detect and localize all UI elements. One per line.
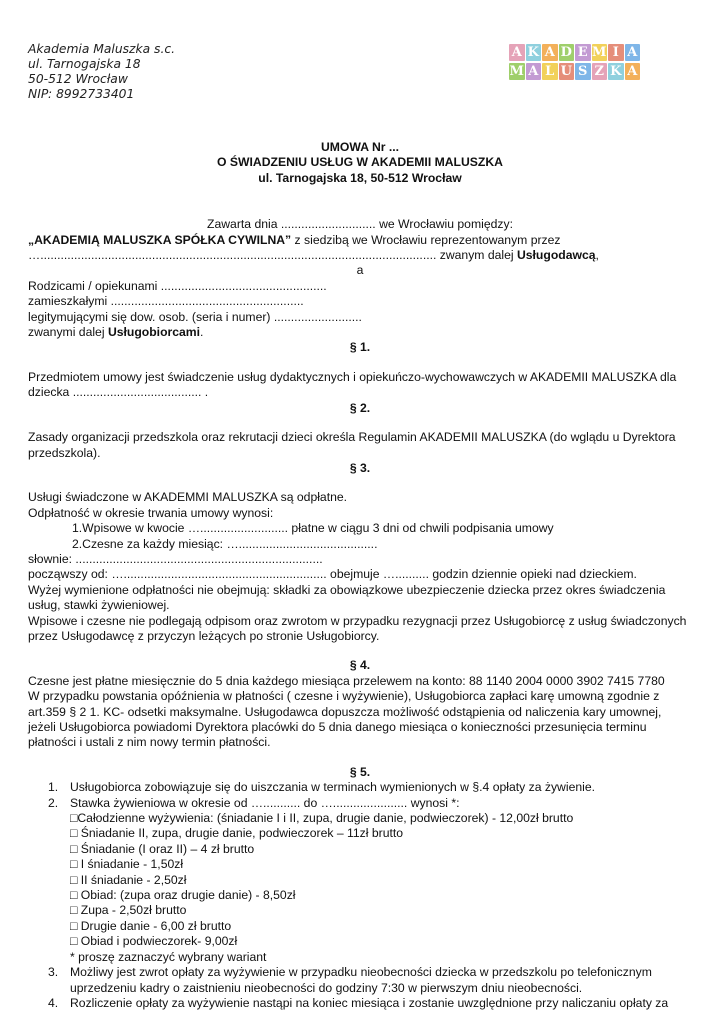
provider-term: Usługodawcą (516, 248, 596, 263)
logo-letter-tile: Z (592, 63, 608, 80)
meal-option: □ Śniadanie II, zupa, drugie danie, podwieczorek – 11zł brutto (70, 826, 404, 841)
list-item-text: Możliwy jest zwrot opłaty za wyżywienie w przypadku nieobecności dziecka w przedszkolu po telefonicznym uprzedzeniu kadry o zaistnieniu nieobecności do godziny 7:30 w pierwszym dniu nieobecności. (70, 965, 652, 995)
fee-in-words: słownie: ......................................................................... (28, 551, 323, 566)
meal-option: □ Drugie danie - 6,00 zł brutto (70, 918, 232, 933)
company-line (28, 233, 692, 248)
list-item-number: 1. (48, 780, 59, 795)
logo-letter-tile: L (542, 63, 558, 80)
section-2-heading: § 2. (349, 400, 371, 415)
paid-line: Usługi świadczone w AKADEMMI MALUSZKA są odpłatne. (28, 490, 348, 505)
logo-letter-tile: A (509, 44, 525, 61)
contract-subtitle: O ŚWIADZENIU USŁUG W AKADEMII MALUSZKA (217, 155, 503, 170)
contract-address: ul. Tarnogajska 18, 50-512 Wrocław (258, 170, 462, 185)
company-name: „AKADEMIĄ MALUSZKA SPÓŁKA CYWILNA” (28, 232, 292, 247)
concluded-line: Zawarta dnia ............................ we Wrocławiu pomiędzy: (207, 217, 513, 232)
meal-option: □ Śniadanie (I oraz II) – 4 zł brutto (70, 841, 255, 856)
meal-option: □ I śniadanie - 1,50zł (70, 857, 184, 872)
contract-title: UMOWA Nr ... (320, 140, 400, 154)
residing-line: zamieszkałymi ......................................................... (28, 294, 304, 309)
select-note: * proszę zaznaczyć wybrany wariant (70, 949, 267, 964)
fees-intro: Odpłatność w okresie trwania umowy wynosi: (28, 505, 274, 520)
section-1-text: Przedmiotem umowy jest świadczenie usług dydaktycznych i opiekuńczo-wychowawczych w AKADEMII MALUSZKA dla dziecka ...................................... . (28, 369, 677, 400)
logo-letter-tile: A (526, 63, 542, 80)
company-address (28, 42, 175, 102)
list-item-number: 2. (48, 795, 59, 810)
meal-option: □Całodzienne wyżywienia: (śniadanie I i II, zupa, drugie danie, podwieczorek) - 12,00zł brutto (70, 811, 574, 826)
logo-letter-tile: S (575, 63, 591, 80)
named-post: . (200, 325, 204, 340)
company-rest: z siedzibą we Wrocławiu reprezentowanym przez (291, 232, 561, 247)
excluded-text: Wyżej wymienione odpłatności nie obejmują: składki za obowiązkowe ubezpieczenie dziecka przez okres świadczenia usług, stawki żywieniowej. (28, 582, 666, 613)
fee-monthly: 2.Czesne za każdy miesiąc: …......................................... (72, 536, 378, 551)
called-post: , (595, 248, 599, 263)
address-line-city: 50-512 Wrocław (28, 72, 128, 86)
logo-letter-tile: E (575, 44, 591, 61)
list-item-text: Rozliczenie opłaty za wyżywienie nastąpi na koniec miesiąca i zostanie uwzględnione przy naliczaniu opłaty za (70, 995, 669, 1010)
and-line: a (356, 263, 364, 278)
section-3-heading: § 3. (349, 460, 371, 475)
represented-dots: …..................................................................................................................... (28, 248, 437, 263)
logo-letter-tile: A (625, 44, 641, 61)
provider-line (28, 248, 692, 263)
logo-letter-tile: A (625, 63, 641, 80)
logo-letter-tile: U (559, 63, 575, 80)
id-docs-line: legitymującymi się dow. osob. (seria i numer) .......................... (28, 309, 362, 324)
named-pre: zwanymi dalej (28, 325, 108, 340)
meal-option: □ II śniadanie - 2,50zł (70, 872, 187, 887)
parents-line: Rodzicami / opiekunami ................................................. (28, 278, 327, 293)
logo-letter-tile: K (526, 44, 542, 61)
recipients-line (28, 325, 692, 340)
address-line-name: Akademia Maluszka s.c. (28, 42, 176, 56)
list-item-text: Stawka żywieniowa w okresie od …........... do …...................... wynosi *: (70, 795, 460, 810)
meal-option: □ Obiad: (zupa oraz drugie danie) - 8,50zł (70, 888, 296, 903)
list-item (28, 965, 692, 996)
section-5-heading: § 5. (349, 764, 371, 779)
logo-row-akademia (509, 44, 655, 61)
recipient-term: Usługobiorcami (107, 325, 201, 340)
logo-letter-tile: D (559, 44, 575, 61)
list-item-text: Usługobiorca zobowiązuje się do uiszczania w terminach wymienionych w §.4 opłaty za żywienie. (70, 780, 595, 795)
list-item-number: 3. (48, 965, 59, 980)
list-item (28, 996, 692, 1011)
section-4-heading: § 4. (349, 658, 371, 673)
starting-line: począwszy od: …............................................................ obejmuje ….......... godzin dziennie opieki nad dzieckiem. (28, 567, 637, 582)
section-2-text: Zasady organizacji przedszkola oraz rekrutacji dzieci określa Regulamin AKADEMII MALUSZKA (do wglądu u Dyrektora przedszkola). (28, 430, 676, 460)
address-line-street: ul. Tarnogajska 18 (28, 57, 141, 71)
meal-terms-list (28, 780, 692, 1011)
payment-text: Czesne jest płatne miesięcznie do 5 dnia każdego miesiąca przelewem na konto: 88 1140 2004 0000 3902 7415 7780 (28, 673, 665, 688)
no-refund-text: Wpisowe i czesne nie podlegają odpisom oraz zwrotom w przypadku rezygnacji przez Usługobiorcę z usług świadczonych przez Usługodawcę z przyczyn leżących po stronie Usługobiorcy. (28, 613, 687, 643)
logo-letter-tile: A (542, 44, 558, 61)
section-1-heading: § 1. (349, 340, 371, 355)
list-item (28, 780, 692, 795)
meal-option: □ Zupa - 2,50zł brutto (70, 903, 187, 918)
penalty-text: W przypadku powstania opóźnienia w płatności ( czesne i wyżywienie), Usługobiorca zapłaci karę umowną zgodnie z art.359 § 2 1. KC- odsetki maksymalne. Usługodawca dopuszcza możliwość odstąpienia od naliczenia kary umownej, jeżeli Usługobiorca powiadomi Dyrektora placówki do 5 dnia danego miesiąca o konieczności przesunięcia terminu płatności i ustali z nim nowy termin płatności. (28, 689, 662, 750)
logo-row-maluszka (509, 63, 655, 80)
logo-letter-tile: I (608, 44, 624, 61)
called-pre: zwanym dalej (436, 248, 517, 263)
akademia-maluszka-logo (509, 44, 655, 80)
list-item-number: 4. (48, 995, 59, 1010)
address-line-nip: NIP: 8992733401 (28, 87, 135, 101)
contract-body (28, 140, 692, 1011)
logo-letter-tile: K (608, 63, 624, 80)
meal-option: □ Obiad i podwieczorek- 9,00zł (70, 934, 238, 949)
list-item (28, 796, 692, 811)
logo-letter-tile: M (509, 64, 524, 79)
fee-entry-fee: 1.Wpisowe w kwocie ….......................... płatne w ciągu 3 dni od chwili podpisania umowy (72, 521, 554, 536)
logo-letter-tile: M (592, 45, 607, 60)
